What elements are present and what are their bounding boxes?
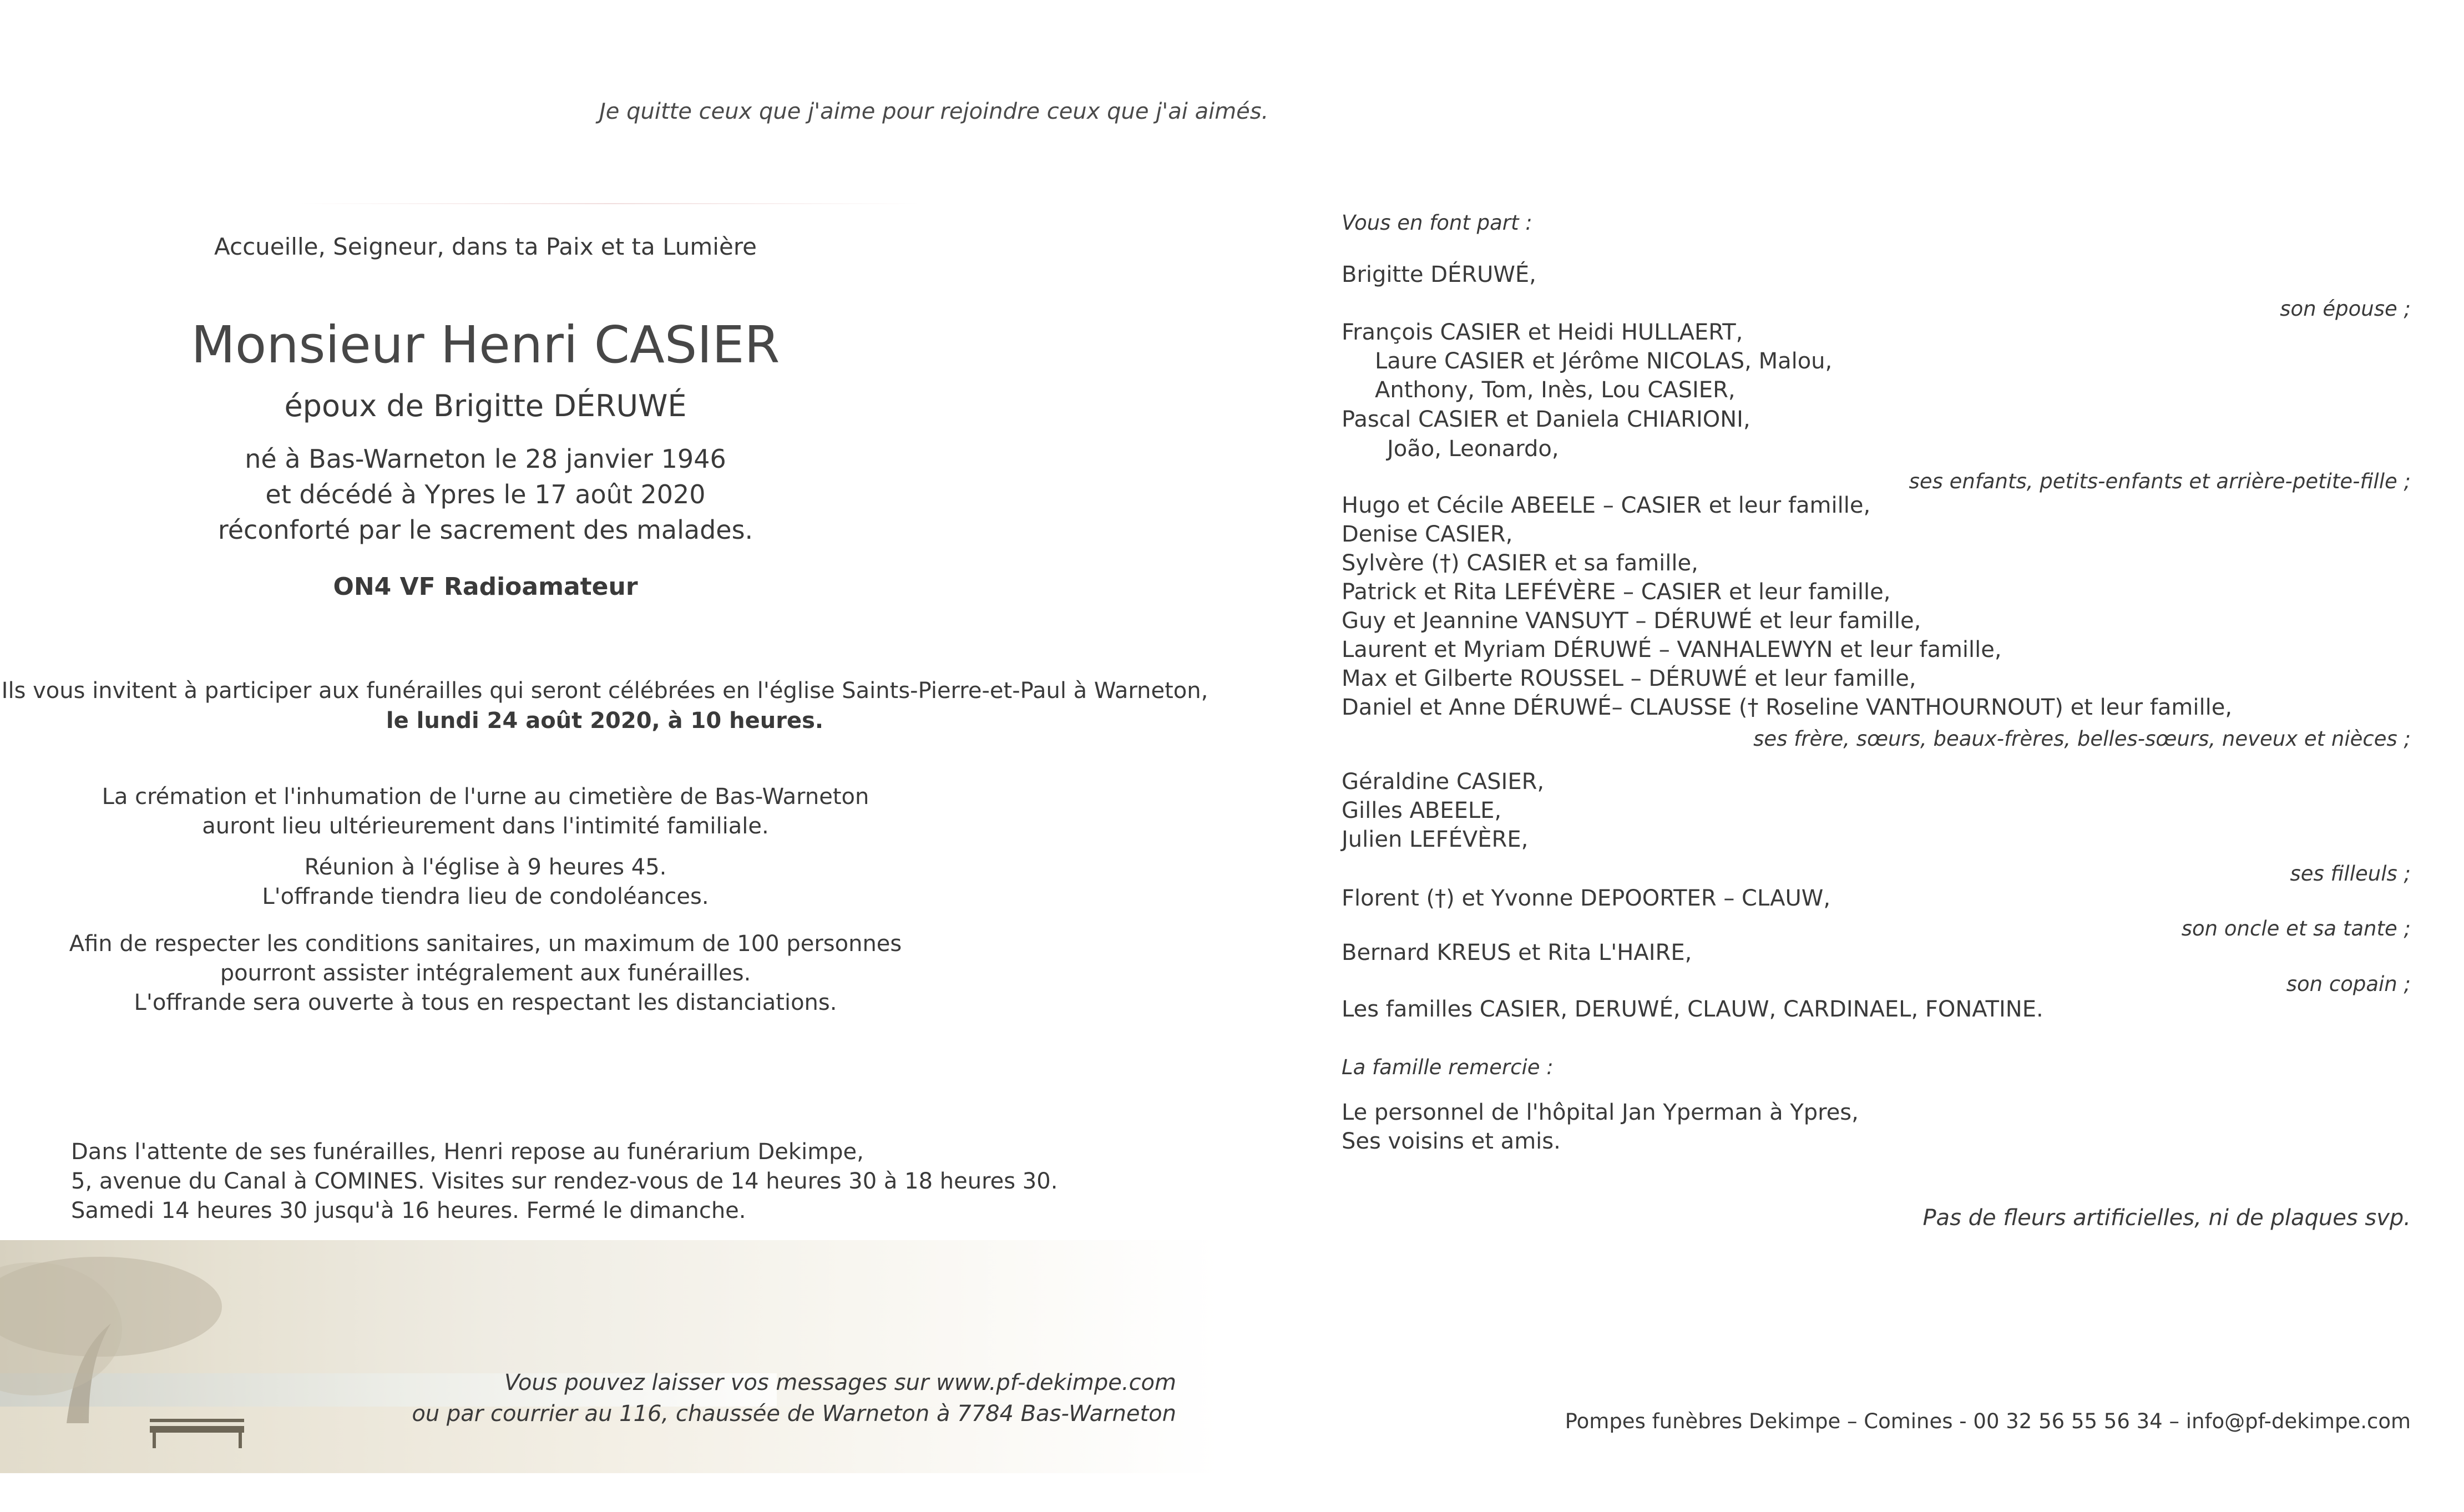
address-line: ou par courrier au 116, chaussée de Warneton à 7784 Bas-Warneton <box>412 1401 1176 1427</box>
cremation-line: La crémation et l'inhumation de l'urne au cimetière de Bas-Warneton <box>102 784 869 810</box>
divider <box>300 203 921 204</box>
spouse-role: son épouse ; <box>2280 297 2411 321</box>
sibling-line: Hugo et Cécile ABEELE – CASIER et leur famille, <box>1342 493 1871 518</box>
sanitary-line: L'offrande sera ouverte à tous en respectant les distanciations. <box>134 990 837 1015</box>
child-line: Anthony, Tom, Inès, Lou CASIER, <box>1375 377 1736 403</box>
intro-text: Vous en font part : <box>1342 211 1532 235</box>
sibling-line: Laurent et Myriam DÉRUWÉ – VANHALEWYN et leur famille, <box>1342 637 2002 663</box>
friend-line: Bernard KREUS et Rita L'HAIRE, <box>1342 940 1692 965</box>
spouse-name: Brigitte DÉRUWÉ, <box>1342 262 1536 287</box>
godchildren-role: ses filleuls ; <box>2290 862 2411 886</box>
no-flowers-note: Pas de fleurs artificielles, ni de plaques svp. <box>1922 1205 2411 1231</box>
sanitary-line: Afin de respecter les conditions sanitaires, un maximum de 100 personnes <box>69 931 902 957</box>
thanks-line: Le personnel de l'hôpital Jan Yperman à Ypres, <box>1342 1100 1859 1125</box>
reunion-line: Réunion à l'église à 9 heures 45. <box>304 854 667 880</box>
funerarium-block <box>71 1137 1058 1226</box>
thanks-intro: La famille remercie : <box>1342 1055 1554 1079</box>
friend-role: son copain ; <box>2286 972 2411 996</box>
ceremony-date: le lundi 24 août 2020, à 10 heures. <box>386 708 824 734</box>
birth-line: né à Bas-Warneton le 28 janvier 1946 <box>245 444 726 474</box>
sibling-line: Guy et Jeannine VANSUYT – DÉRUWÉ et leur famille, <box>1342 608 1921 634</box>
godchild-line: Gilles ABEELE, <box>1342 798 1502 823</box>
child-line: João, Leonardo, <box>1387 436 1559 462</box>
families-line: Les familles CASIER, DERUWÉ, CLAUW, CARDINAEL, FONATINE. <box>1342 997 2043 1022</box>
death-line: et décédé à Ypres le 17 août 2020 <box>265 479 706 509</box>
sacrament-line: réconforté par le sacrement des malades. <box>217 515 753 545</box>
deceased-name: Monsieur Henri CASIER <box>191 315 780 375</box>
funerarium-line: Samedi 14 heures 30 jusqu'à 16 heures. Fermé le dimanche. <box>71 1198 746 1223</box>
invitation-line: Ils vous invitent à participer aux funérailles qui seront célébrées en l'église Saints-Pierre-et-Paul à Warneton, <box>1 678 1208 704</box>
website-line[interactable]: Vous pouvez laisser vos messages sur www.pf-dekimpe.com <box>504 1370 1176 1395</box>
thanks-line: Ses voisins et amis. <box>1342 1129 1561 1154</box>
child-line: François CASIER et Heidi HULLAERT, <box>1342 320 1743 345</box>
cremation-block <box>0 782 971 841</box>
sibling-line: Max et Gilberte ROUSSEL – DÉRUWÉ et leur famille, <box>1342 666 1916 691</box>
child-line: Pascal CASIER et Daniela CHIARIONI, <box>1342 407 1750 432</box>
landscape-illustration <box>0 1240 1221 1473</box>
reunion-block <box>0 853 971 912</box>
sibling-line: Denise CASIER, <box>1342 522 1513 547</box>
sibling-line: Patrick et Rita LEFÉVÈRE – CASIER et leur famille, <box>1342 579 1891 605</box>
sibling-line: Daniel et Anne DÉRUWÉ– CLAUSSE († Roseline VANTHOURNOUT) et leur famille, <box>1342 695 2233 720</box>
tree-bench-icon <box>0 1240 388 1473</box>
spouse-line: époux de Brigitte DÉRUWÉ <box>284 388 687 423</box>
messages-block <box>388 1367 1176 1429</box>
funerarium-line: 5, avenue du Canal à COMINES. Visites sur rendez-vous de 14 heures 30 à 18 heures 30. <box>71 1169 1058 1194</box>
sanitary-block <box>0 929 971 1018</box>
blessing-text: Accueille, Seigneur, dans ta Paix et ta Lumière <box>214 233 757 260</box>
child-line: Laure CASIER et Jérôme NICOLAS, Malou, <box>1375 348 1833 374</box>
children-role: ses enfants, petits-enfants et arrière-petite-fille ; <box>1909 469 2411 493</box>
uncle-line: Florent (†) et Yvonne DEPOORTER – CLAUW, <box>1342 886 1831 911</box>
godchild-line: Julien LEFÉVÈRE, <box>1342 827 1529 852</box>
siblings-role: ses frère, sœurs, beaux-frères, belles-sœurs, neveux et nièces ; <box>1753 727 2411 751</box>
godchild-line: Géraldine CASIER, <box>1342 769 1545 795</box>
birth-death-block <box>0 441 971 548</box>
offering-line: L'offrande tiendra lieu de condoléances. <box>262 884 709 909</box>
opening-quote: Je quitte ceux que j'aime pour rejoindre ceux que j'ai aimés. <box>599 99 1269 124</box>
callsign: ON4 VF Radioamateur <box>333 573 638 601</box>
cremation-line: auront lieu ultérieurement dans l'intimité familiale. <box>202 813 769 839</box>
funeral-home-footer: Pompes funèbres Dekimpe – Comines - 00 32 56 55 56 34 – info@pf-dekimpe.com <box>1565 1409 2411 1433</box>
uncle-role: son oncle et sa tante ; <box>2181 917 2411 940</box>
sibling-line: Sylvère (†) CASIER et sa famille, <box>1342 550 1698 576</box>
sanitary-line: pourront assister intégralement aux funérailles. <box>220 960 751 986</box>
invitation-block <box>0 676 1210 736</box>
funerarium-line: Dans l'attente de ses funérailles, Henri repose au funérarium Dekimpe, <box>71 1139 864 1165</box>
